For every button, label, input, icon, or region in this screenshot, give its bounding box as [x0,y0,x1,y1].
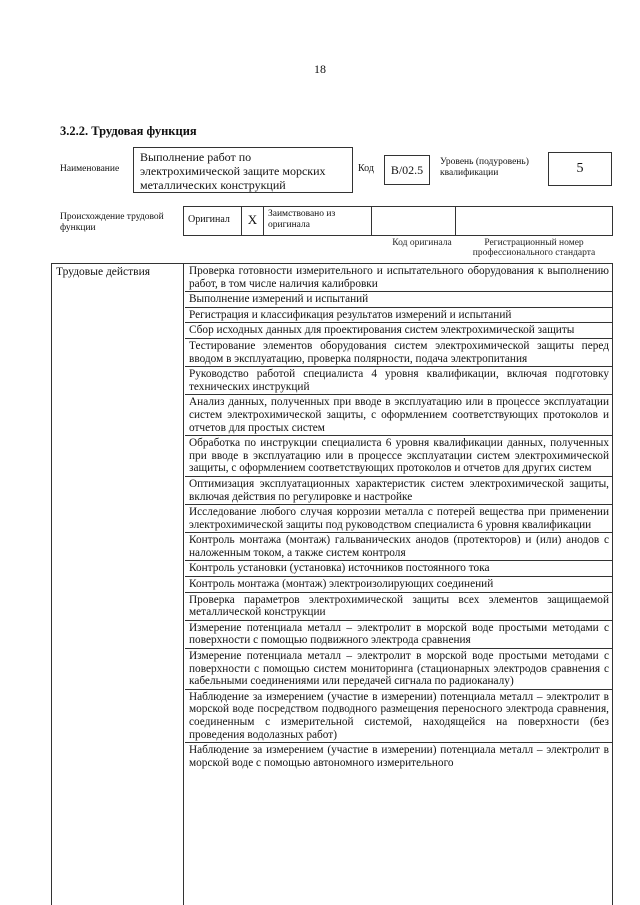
action-row: Измерение потенциала металл – электролит в морской воде простыми методами с поверхности с помощью подвижного электрода сравнения [185,621,612,649]
action-row: Выполнение измерений и испытаний [185,292,612,308]
code-value: B/02.5 [384,155,430,185]
origin-code-cell [372,207,456,235]
section-title: 3.2.2. Трудовая функция [60,124,197,138]
action-row: Контроль установки (установка) источников постоянного тока [185,561,612,577]
action-row: Измерение потенциала металл – электролит в морской воде простыми методами с поверхности с помощью систем мониторинга (стационарных электродов сравнения с кабельными соединениями или передачей сигнала по радиоканалу) [185,649,612,690]
origin-reg-cell [456,207,612,235]
action-row: Исследование любого случая коррозии металла с потерей вещества при применении электрохимической защиты под руководством специалиста 6 уровня квалификации [185,505,612,533]
function-name: Выполнение работ по электрохимической защите морских металлических конструкций [133,147,353,193]
origin-borrowed: Заимствовано из оригинала [264,207,372,235]
action-row: Оптимизация эксплуатационных характеристик систем электрохимической защиты, включая действия по регулировке и настройке [185,477,612,505]
action-row: Контроль монтажа (монтаж) электроизолирующих соединений [185,577,612,593]
action-row: Руководство работой специалиста 4 уровня квалификации, включая подготовку технических инструкций [185,367,612,395]
sub-code-label: Код оригинала [392,238,452,248]
action-row: Наблюдение за измерением (участие в измерении) потенциала металл – электролит в морской воде посредством подводного размещения переносного электрода сравнения, соединенным с измерительной системой, находящейся на поверхности (без проведения водолазных работ) [185,690,612,743]
origin-original: Оригинал [184,207,242,235]
actions-table [51,263,613,905]
actions-label: Трудовые действия [52,264,184,905]
action-row: Обработка по инструкции специалиста 6 уровня квалификации данных, полученных при вводе в эксплуатацию или в процессе эксплуатации систем электрохимической защиты, с оформлением соответствующих протоколов и отчетов для других систем [185,436,612,477]
action-row: Тестирование элементов оборудования систем электрохимической защиты перед вводом в эксплуатацию, проверка полярности, подача электропитания [185,339,612,367]
origin-mark: X [242,207,264,235]
origin-table [183,206,613,236]
name-label: Наименование [60,164,120,174]
page-number: 18 [314,62,326,76]
level-value: 5 [548,152,612,186]
action-row: Анализ данных, полученных при вводе в эксплуатацию или в процессе эксплуатации систем электрохимической защиты, с оформлением соответствующих протоколов и отчетов для простых систем [185,395,612,436]
action-row: Проверка параметров электрохимической защиты всех элементов защищаемой металлической конструкции [185,593,612,621]
code-label: Код [358,163,374,174]
origin-label: Происхождение трудовой функции [60,212,164,233]
action-row: Проверка готовности измерительного и испытательного оборудования к выполнению работ, в том числе наличия калибровки [185,264,612,292]
action-row: Сбор исходных данных для проектирования систем электрохимической защиты [185,323,612,339]
sub-reg-label: Регистрационный номер профессионального стандарта [472,238,596,258]
action-row: Регистрация и классификация результатов измерений и испытаний [185,308,612,324]
action-row: Контроль монтажа (монтаж) гальванических анодов (протекторов) и (или) анодов с наложенным током, а также систем контроля [185,533,612,561]
action-row: Наблюдение за измерением (участие в измерении) потенциала металл – электролит в морской воде с помощью автономного измерительного [189,744,609,769]
actions-list [185,264,612,770]
level-label: Уровень (подуровень) квалификации [440,157,529,178]
